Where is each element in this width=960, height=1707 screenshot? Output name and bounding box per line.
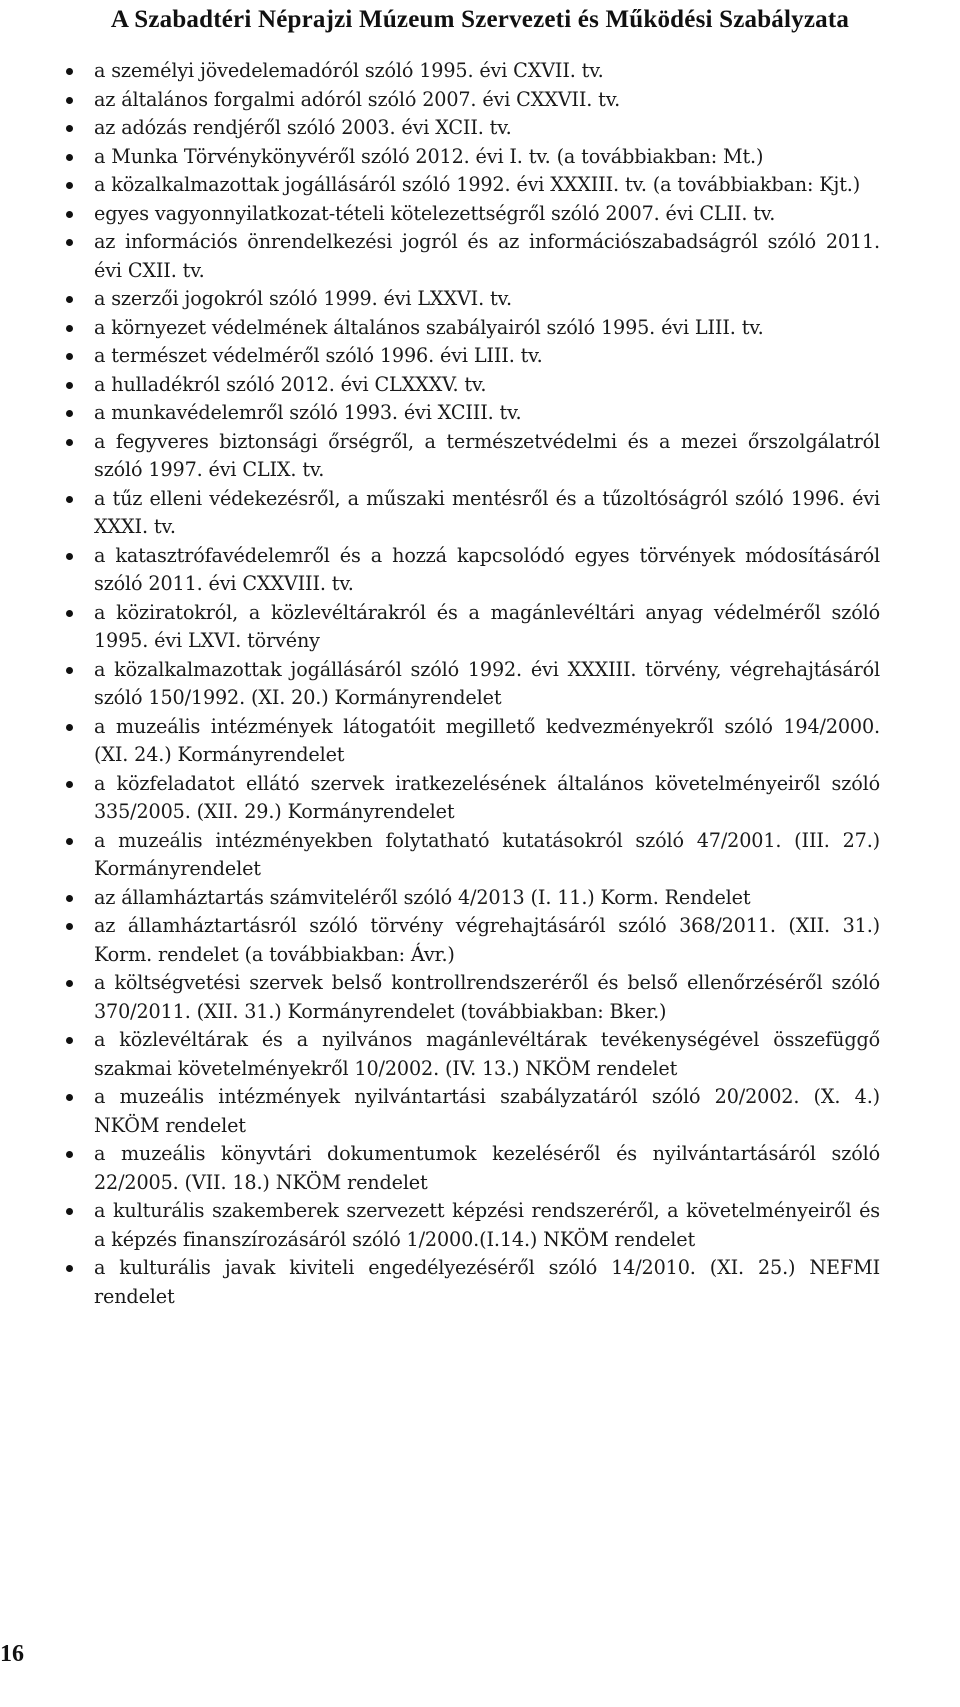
bullet-icon	[66, 296, 73, 303]
bullet-icon	[66, 154, 73, 161]
list-item	[66, 827, 880, 884]
list-item-text: a köziratokról, a közlevéltárakról és a magánlevéltári anyag védelméről szóló 1995. évi LXVI. törvény	[94, 600, 880, 652]
bullet-icon	[66, 781, 73, 788]
bullet-icon	[66, 439, 73, 446]
bullet-icon	[66, 1151, 73, 1158]
list-item-text: a közalkalmazottak jogállásáról szóló 1992. évi XXXIII. törvény, végrehajtásáról szóló 150/1992. (XI. 20.) Kormányrendelet	[94, 657, 880, 709]
page-number: 16	[0, 1641, 24, 1667]
list-item-text: a Munka Törvénykönyvéről szóló 2012. évi I. tv. (a továbbiakban: Mt.)	[94, 144, 764, 168]
bullet-icon	[66, 724, 73, 731]
list-item-text: az államháztartás számviteléről szóló 4/2013 (I. 11.) Korm. Rendelet	[94, 885, 751, 909]
list-item	[66, 912, 880, 969]
list-item-text: az adózás rendjéről szóló 2003. évi XCII. tv.	[94, 116, 512, 139]
list-item	[66, 371, 880, 400]
bullet-icon	[66, 239, 73, 246]
list-item-text: a tűz elleni védekezésről, a műszaki mentésről és a tűzoltóságról szóló 1996. évi XXXI. tv.	[94, 486, 880, 538]
bullet-icon	[66, 382, 73, 389]
list-item	[66, 228, 880, 285]
bullet-icon	[66, 410, 73, 417]
list-item-text: a fegyveres biztonsági őrségről, a természetvédelmi és a mezei őrszolgálatról szóló 1997. évi CLIX. tv.	[94, 429, 880, 481]
bullet-icon	[66, 838, 73, 845]
bullet-icon	[66, 980, 73, 987]
list-item	[66, 542, 880, 599]
bullet-icon	[66, 553, 73, 560]
list-item	[66, 485, 880, 542]
list-item	[66, 86, 880, 115]
list-item-text: a szerzői jogokról szóló 1999. évi LXXVI. tv.	[94, 287, 512, 310]
bullet-icon	[66, 97, 73, 104]
list-item	[66, 428, 880, 485]
list-item	[66, 656, 880, 713]
list-item-text: a személyi jövedelemadóról szóló 1995. évi CXVII. tv.	[94, 59, 604, 82]
list-item-text: a hulladékról szóló 2012. évi CLXXXV. tv.	[94, 372, 487, 396]
bullet-icon	[66, 1094, 73, 1101]
list-item-text: a katasztrófavédelemről és a hozzá kapcsolódó egyes törvények módosításáról szóló 2011. évi CXXVIII. tv.	[94, 543, 880, 595]
bullet-icon	[66, 496, 73, 503]
bullet-icon	[66, 895, 73, 902]
list-item	[66, 1083, 880, 1140]
list-item	[66, 285, 880, 314]
list-item	[66, 770, 880, 827]
bullet-icon	[66, 1265, 73, 1272]
bullet-icon	[66, 211, 73, 218]
bullet-icon	[66, 923, 73, 930]
list-item-text: az információs önrendelkezési jogról és az információszabadságról szóló 2011. évi CXII. tv.	[94, 230, 880, 282]
list-item-text: a munkavédelemről szóló 1993. évi XCIII. tv.	[94, 401, 522, 424]
bullet-icon	[66, 353, 73, 360]
list-item-text: a költségvetési szervek belső kontrollrendszeréről és belső ellenőrzéséről szóló 370/2011. (XII. 31.) Kormányrendelet (továbbiakban: Bker.)	[94, 971, 880, 1023]
list-item-text: a közalkalmazottak jogállásáról szóló 1992. évi XXXIII. tv. (a továbbiakban: Kjt.)	[94, 173, 861, 196]
bullet-icon	[66, 182, 73, 189]
list-item	[66, 1026, 880, 1083]
list-item	[66, 969, 880, 1026]
list-item-text: a muzeális intézmények látogatóit megillető kedvezményekről szóló 194/2000. (XI. 24.) Kormányrendelet	[94, 714, 880, 766]
list-item	[66, 399, 880, 428]
list-item-text: a természet védelméről szóló 1996. évi LIII. tv.	[94, 344, 543, 367]
bullet-icon	[66, 1037, 73, 1044]
bullet-icon	[66, 610, 73, 617]
bullet-icon	[66, 1208, 73, 1215]
list-item-text: a közfeladatot ellátó szervek iratkezelésének általános követelményeiről szóló 335/2005. (XII. 29.) Kormányrendelet	[94, 771, 880, 823]
list-item	[66, 1140, 880, 1197]
list-item-text: egyes vagyonnyilatkozat-tételi kötelezettségről szóló 2007. évi CLII. tv.	[94, 201, 776, 225]
list-item	[66, 599, 880, 656]
list-item-text: az általános forgalmi adóról szóló 2007. évi CXXVII. tv.	[94, 87, 621, 111]
page-header-title: A Szabadtéri Néprajzi Múzeum Szervezeti és Működési Szabályzata	[110, 6, 850, 33]
list-item-text: a kulturális szakemberek szervezett képzési rendszeréről, a követelményeiről és a képzés finanszírozásáról szóló 1/2000.(I.14.) NKÖM rendelet	[94, 1199, 880, 1251]
list-item	[66, 713, 880, 770]
bullet-icon	[66, 325, 73, 332]
list-item	[66, 57, 880, 86]
list-item-text: a muzeális intézmények nyilvántartási szabályzatáról szóló 20/2002. (X. 4.) NKÖM rendelet	[94, 1085, 880, 1137]
list-item-text: a muzeális intézményekben folytatható kutatásokról szóló 47/2001. (III. 27.) Kormányrendelet	[94, 828, 880, 880]
legislation-list	[66, 57, 880, 1311]
list-item	[66, 200, 880, 229]
list-item-text: a muzeális könyvtári dokumentumok kezeléséről és nyilvántartásáról szóló 22/2005. (VII. 18.) NKÖM rendelet	[94, 1142, 880, 1194]
list-item	[66, 171, 880, 200]
list-item-text: a közlevéltárak és a nyilvános magánlevéltárak tevékenységével összefüggő szakmai követelményekről 10/2002. (IV. 13.) NKÖM rendelet	[94, 1028, 880, 1080]
list-item-text: a kulturális javak kiviteli engedélyezéséről szóló 14/2010. (XI. 25.) NEFMI rendelet	[94, 1256, 880, 1308]
list-item	[66, 342, 880, 371]
list-item	[66, 1254, 880, 1311]
bullet-icon	[66, 68, 73, 75]
list-item-text: a környezet védelmének általános szabályairól szóló 1995. évi LIII. tv.	[94, 315, 764, 339]
bullet-icon	[66, 125, 73, 132]
list-item	[66, 114, 880, 143]
list-item	[66, 1197, 880, 1254]
list-item	[66, 884, 880, 913]
bullet-icon	[66, 667, 73, 674]
list-item-text: az államháztartásról szóló törvény végrehajtásáról szóló 368/2011. (XII. 31.) Korm. rendelet (a továbbiakban: Ávr.)	[94, 914, 880, 966]
list-item	[66, 314, 880, 343]
list-item	[66, 143, 880, 172]
